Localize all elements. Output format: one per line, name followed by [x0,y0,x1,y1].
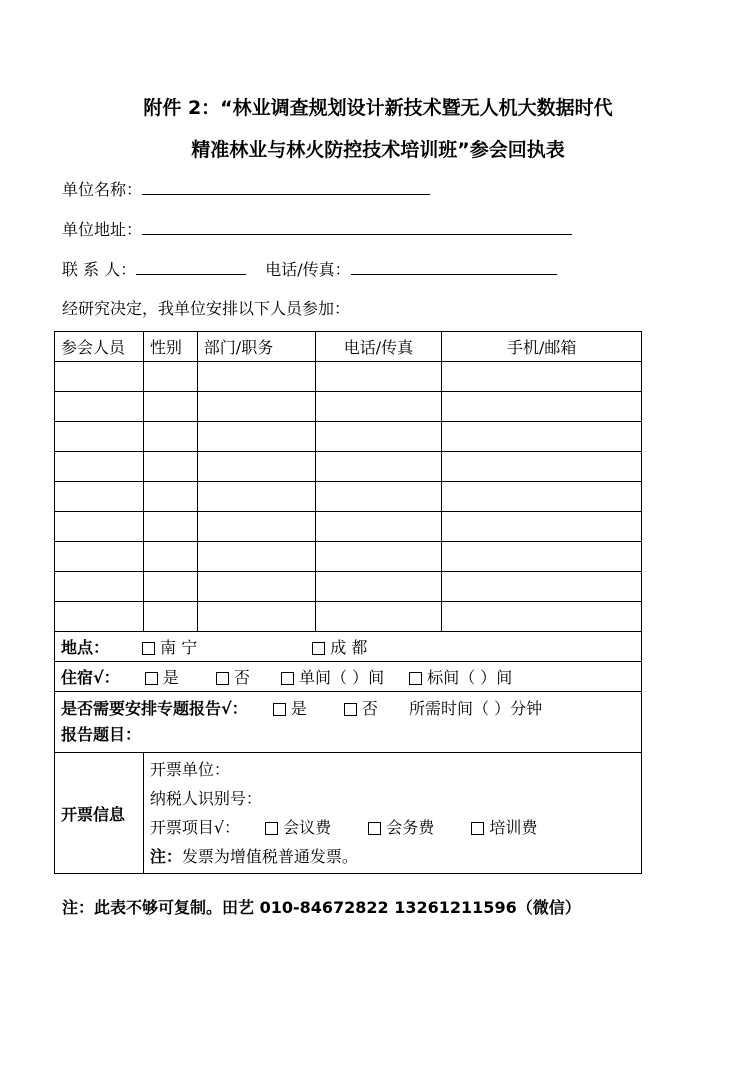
cell[interactable] [55,452,144,482]
invoice-note-text: 发票为增值税普通发票。 [181,847,358,866]
report-label: 是否需要安排专题报告√： [61,699,248,718]
cell[interactable] [315,542,442,572]
table-header-row [55,332,642,362]
cell[interactable] [197,482,315,512]
invoice-unit-label: 开票单位： [149,760,230,779]
cell[interactable] [143,452,197,482]
cell[interactable] [55,602,144,632]
cell[interactable] [197,542,315,572]
contact-label: 联 系 人： [62,260,137,279]
cell[interactable] [143,392,197,422]
cell[interactable] [315,512,442,542]
table-row [55,572,642,602]
cell[interactable] [197,452,315,482]
registration-table [54,331,642,874]
invoice-training-fee-checkbox[interactable] [471,822,484,835]
footer-note: 注：此表不够可复制。田艺 010-84672822 13261211596（微信） [62,898,581,917]
statement: 经研究决定，我单位安排以下人员参加： [62,299,351,318]
unit-name-field[interactable] [142,180,430,195]
contact-field[interactable] [136,260,246,275]
cell[interactable] [315,362,442,392]
lodging-no-checkbox[interactable] [216,672,229,685]
table-row [55,512,642,542]
header-dept-position: 部门/职务 [197,332,315,362]
location-nanning-label: 南 宁 [160,638,198,657]
table-row [55,422,642,452]
cell[interactable] [55,392,144,422]
phone-fax-label: 电话/传真： [265,260,351,279]
invoice-items-label: 开票项目√： [149,818,241,837]
lodging-yes-label: 是 [162,668,179,687]
invoice-items-row [150,813,635,842]
invoice-conference-fee-label: 会务费 [386,818,435,837]
lodging-yes-checkbox[interactable] [145,672,158,685]
cell[interactable] [197,392,315,422]
invoice-label: 开票信息 [55,753,144,874]
table-row [55,542,642,572]
cell[interactable] [442,392,642,422]
lodging-single-label: 单间（ ）间 [299,668,385,687]
invoice-note [150,842,635,871]
cell[interactable] [315,602,442,632]
cell[interactable] [55,542,144,572]
cell[interactable] [197,602,315,632]
cell[interactable] [442,422,642,452]
report-topic-label: 报告题目： [61,725,142,744]
cell[interactable] [143,512,197,542]
title-line-2: 精准林业与林火防控技术培训班”参会回执表 [191,139,565,161]
phone-fax-field[interactable] [351,260,557,275]
cell[interactable] [197,572,315,602]
cell[interactable] [197,422,315,452]
location-label: 地点： [61,638,110,657]
cell[interactable] [442,602,642,632]
cell[interactable] [55,572,144,602]
cell[interactable] [442,482,642,512]
invoice-tax-id-label: 纳税人识别号： [149,789,262,808]
title-line-1: 附件 2：“林业调查规划设计新技术暨无人机大数据时代 [143,97,613,119]
report-time-label: 所需时间（ ）分钟 [409,699,543,718]
cell[interactable] [143,602,197,632]
cell[interactable] [143,362,197,392]
header-mobile-email: 手机/邮箱 [442,332,642,362]
table-row [55,482,642,512]
unit-address-field[interactable] [142,220,572,235]
cell[interactable] [55,482,144,512]
lodging-standard-checkbox[interactable] [409,672,422,685]
invoice-meeting-fee-checkbox[interactable] [265,822,278,835]
header-gender: 性别 [143,332,197,362]
cell[interactable] [55,362,144,392]
table-row [55,392,642,422]
report-no-label: 否 [361,699,378,718]
lodging-label: 住宿√： [61,668,120,687]
report-no-checkbox[interactable] [344,703,357,716]
report-yes-checkbox[interactable] [273,703,286,716]
cell[interactable] [197,512,315,542]
cell[interactable] [442,512,642,542]
invoice-note-prefix: 注： [149,847,182,866]
location-row [55,632,642,662]
cell[interactable] [315,482,442,512]
unit-address-row [62,217,572,240]
cell[interactable] [442,362,642,392]
cell[interactable] [197,362,315,392]
unit-address-label: 单位地址： [62,220,143,239]
cell[interactable] [55,512,144,542]
location-chengdu-checkbox[interactable] [312,642,325,655]
cell[interactable] [55,422,144,452]
location-chengdu-label: 成 都 [330,638,368,657]
contact-row [62,257,557,280]
lodging-no-label: 否 [233,668,250,687]
header-attendee: 参会人员 [55,332,144,362]
location-nanning-checkbox[interactable] [142,642,155,655]
header-phone-fax: 电话/传真 [315,332,442,362]
cell[interactable] [442,542,642,572]
unit-name-row [62,177,430,200]
cell[interactable] [315,452,442,482]
cell[interactable] [442,572,642,602]
invoice-conference-fee-checkbox[interactable] [368,822,381,835]
invoice-training-fee-label: 培训费 [489,818,538,837]
cell[interactable] [315,392,442,422]
cell[interactable] [143,482,197,512]
unit-name-label: 单位名称： [62,180,143,199]
cell[interactable] [442,452,642,482]
invoice-row [55,753,642,874]
cell[interactable] [315,422,442,452]
table-row [55,452,642,482]
cell[interactable] [143,572,197,602]
invoice-meeting-fee-label: 会议费 [283,818,332,837]
report-row [55,692,642,753]
cell[interactable] [143,422,197,452]
lodging-single-checkbox[interactable] [281,672,294,685]
report-yes-label: 是 [290,699,307,718]
cell[interactable] [315,572,442,602]
cell[interactable] [143,542,197,572]
lodging-standard-label: 标间（ ）间 [427,668,513,687]
table-row [55,362,642,392]
lodging-row [55,662,642,692]
table-row [55,602,642,632]
